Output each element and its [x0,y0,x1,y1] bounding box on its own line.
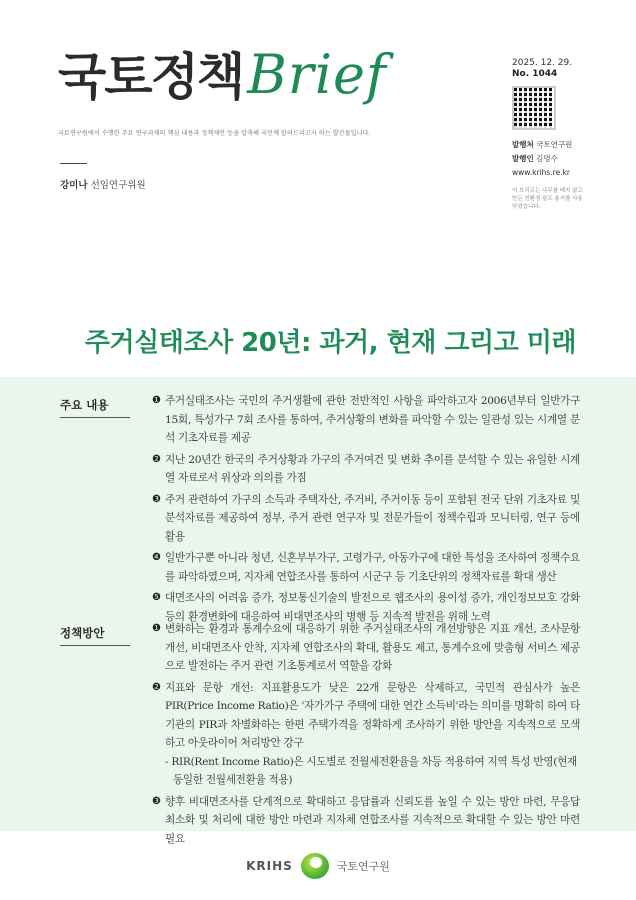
logo-brief: Brief [247,43,387,106]
section-label-summary: 주요 내용 [60,397,130,418]
section-label-policy: 정책방안 [60,625,130,646]
item-number: ❸ [152,493,161,505]
website-link[interactable]: www.krihs.re.kr [512,168,570,177]
item-text: 변화하는 환경과 통계수요에 대응하기 위한 주거실태조사의 개선방향은 지표 개선, 조사문항 개선, 비대면조사 안착, 지자체 연합조사의 확대, 활용도 제고, 통계수요에 맞춤형 서비스 제공으로 발전하는 주거 관련 기초통계로서 역할을 강화 [165,623,580,672]
item-number: ❺ [152,592,161,603]
item-text: 일반가구뿐 아니라 청년, 신혼부부가구, 고령가구, 아동가구에 대한 특성을 조사하여 정책수요를 파악하였으며, 지자체 연합조사를 통하여 시군구 등 기초단위의 정책자료를 확대 생산 [165,552,580,583]
issue-number: No. 1044 [512,69,558,79]
list-item [152,679,580,753]
item-number: ❷ [152,681,161,693]
qr-code[interactable] [512,86,556,130]
footer [0,831,636,900]
sub-item [152,753,580,790]
issue-date: 2025. 12. 29. [512,58,573,68]
summary-list [152,392,580,629]
issue-info [512,58,622,211]
krihs-wordmark: KRIHS [246,858,293,873]
issuer-label: 발행인 [512,154,534,163]
brief-logo [58,43,387,106]
item-text: 향후 비대면조사를 단계적으로 확대하고 응답률과 신뢰도를 높일 수 있는 방안 마련, 무응답 최소화 및 처리에 대한 방안 마련과 지자체 연합조사를 지속적으로 확대할 수 있는 방안 마련 필요 [165,795,580,845]
item-number: ❸ [152,795,161,807]
list-item [152,451,580,488]
logo-korean: 국토정책 [58,48,244,106]
list-item [152,620,580,676]
item-text: 지난 20년간 한국의 주거상황과 가구의 주거여건 및 변화 추이를 분석할 수 있는 유일한 시계열 자료로서 위상과 의의를 가짐 [165,453,580,484]
org-name: 국토연구원 [336,859,390,873]
list-item [152,549,580,586]
item-number: ❶ [152,623,161,634]
item-number: ❶ [152,395,161,406]
item-number: ❹ [152,552,161,563]
eco-note: 이 브리프는 나무를 베지 않고 만든 친환경 펄프 용지를 사용하였습니다. [512,188,583,210]
author [60,177,146,191]
list-item [152,392,580,448]
issuer-value: 김명수 [536,154,558,163]
krihs-logo-icon [301,853,329,879]
issuer [512,152,622,166]
item-text: 대면조사의 어려움 증가, 정보통신기술의 발전으로 웹조사의 용이성 증가, 개인정보보호 강화 등의 환경변화에 대응하여 비대면조사의 병행 등 지속적 발전을 위해 노력 [165,592,580,623]
item-text: 주거실태조사는 국민의 주거생활에 관한 전반적인 사항을 파악하고자 2006년부터 일반가구 15회, 특성가구 7회 조사를 통하여, 주거상황의 변화를 파악할 수 있는 일관성 있는 시계열 분석 기초자료를 제공 [165,395,580,444]
item-number: ❷ [152,453,161,465]
publisher [512,138,622,152]
item-text: 주거 관련하여 가구의 소득과 주택자산, 주거비, 주거이동 등이 포함된 전국 단위 기초자료 및 분석자료를 제공하여 정부, 주거 관련 연구자 및 전문가들이 정책수립과 모니터링, 연구 등에 활용 [165,493,580,543]
publisher-label: 발행처 [512,140,534,149]
author-title: 선임연구위원 [90,180,146,191]
list-item [152,491,580,547]
page-title: 주거실태조사 20년: 과거, 현재 그리고 미래 [84,328,576,358]
item-text: 지표와 문항 개선: 지표활용도가 낮은 22개 문항은 삭제하고, 국민적 관심사가 높은 PIR(Price Income Ratio)은 '자가가구 주택에 대한 연간 소득비'라는 의미를 명확히 하여 타 기관의 PIR과 차별화하는 한편 주택가격을 정확하게 조사하기 위한 방안을 지속적으로 모색하고 아웃라이어 처리방안 강구 [165,681,580,749]
policy-list [152,620,580,851]
divider [60,163,87,164]
author-name: 강미나 [60,180,88,191]
sub-item-text: - RIR(Rent Income Ratio)은 시도별로 전월세전환율을 차등 적용하여 지역 특성 반영(현재 동일한 전월세전환율 적용) [165,755,577,786]
tagline: 국토연구원에서 수행한 주요 연구과제의 핵심 내용과 정책제안 등을 압축해 국민께 알려드리고자 하는 발간물입니다. [58,130,371,137]
publisher-value: 국토연구원 [536,140,573,149]
